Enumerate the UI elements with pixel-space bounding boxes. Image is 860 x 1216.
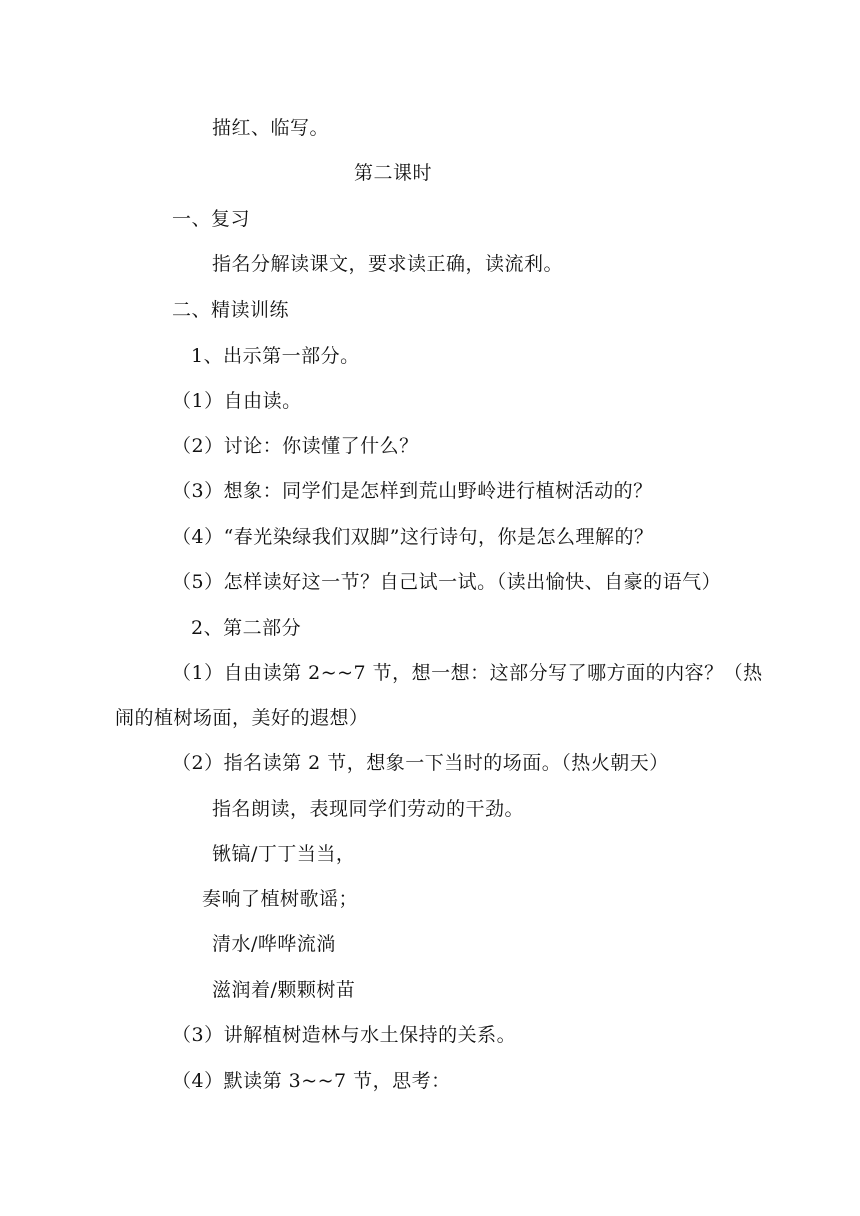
text-line: （1）自由读。 <box>172 390 302 412</box>
text-line: （4）“春光染绿我们双脚”这行诗句，你是怎么理解的？ <box>172 526 654 548</box>
text-line: （4）默读第 3~~7 节，思考： <box>172 1070 451 1092</box>
text-line: （2）指名读第 2 节，想象一下当时的场面。（热火朝天） <box>172 752 669 774</box>
text-line: 描红、临写。 <box>212 117 330 139</box>
poem-line: 滋润着/颗颗树苗 <box>212 979 356 1001</box>
poem-line: 奏响了植树歌谣； <box>202 888 359 910</box>
text-line: （3）讲解植树造林与水土保持的关系。 <box>172 1024 517 1046</box>
text-line: （1）自由读第 2~~7 节，想一想：这部分写了哪方面的内容？（热 <box>172 662 763 684</box>
text-line: 二、精读训练 <box>172 299 290 321</box>
text-line: （2）讨论：你读懂了什么？ <box>172 435 419 457</box>
text-line: 一、复习 <box>172 208 251 230</box>
poem-line: 清水/哗哗流淌 <box>212 933 336 955</box>
text-line: 1、出示第一部分。 <box>191 345 360 367</box>
text-line: 指名分解读课文，要求读正确，读流利。 <box>212 253 564 275</box>
poem-line: 锹镐/丁丁当当， <box>212 843 356 865</box>
text-line: 指名朗读，表现同学们劳动的干劲。 <box>212 798 525 820</box>
section-heading: 第二课时 <box>354 162 433 184</box>
text-line: 2、第二部分 <box>191 617 302 639</box>
text-line: （3）想象：同学们是怎样到荒山野岭进行植树活动的？ <box>172 480 653 502</box>
text-line: 闹的植树场面，美好的遐想） <box>115 707 369 729</box>
text-line: （5）怎样读好这一节？自己试一试。（读出愉快、自豪的语气） <box>172 571 722 593</box>
